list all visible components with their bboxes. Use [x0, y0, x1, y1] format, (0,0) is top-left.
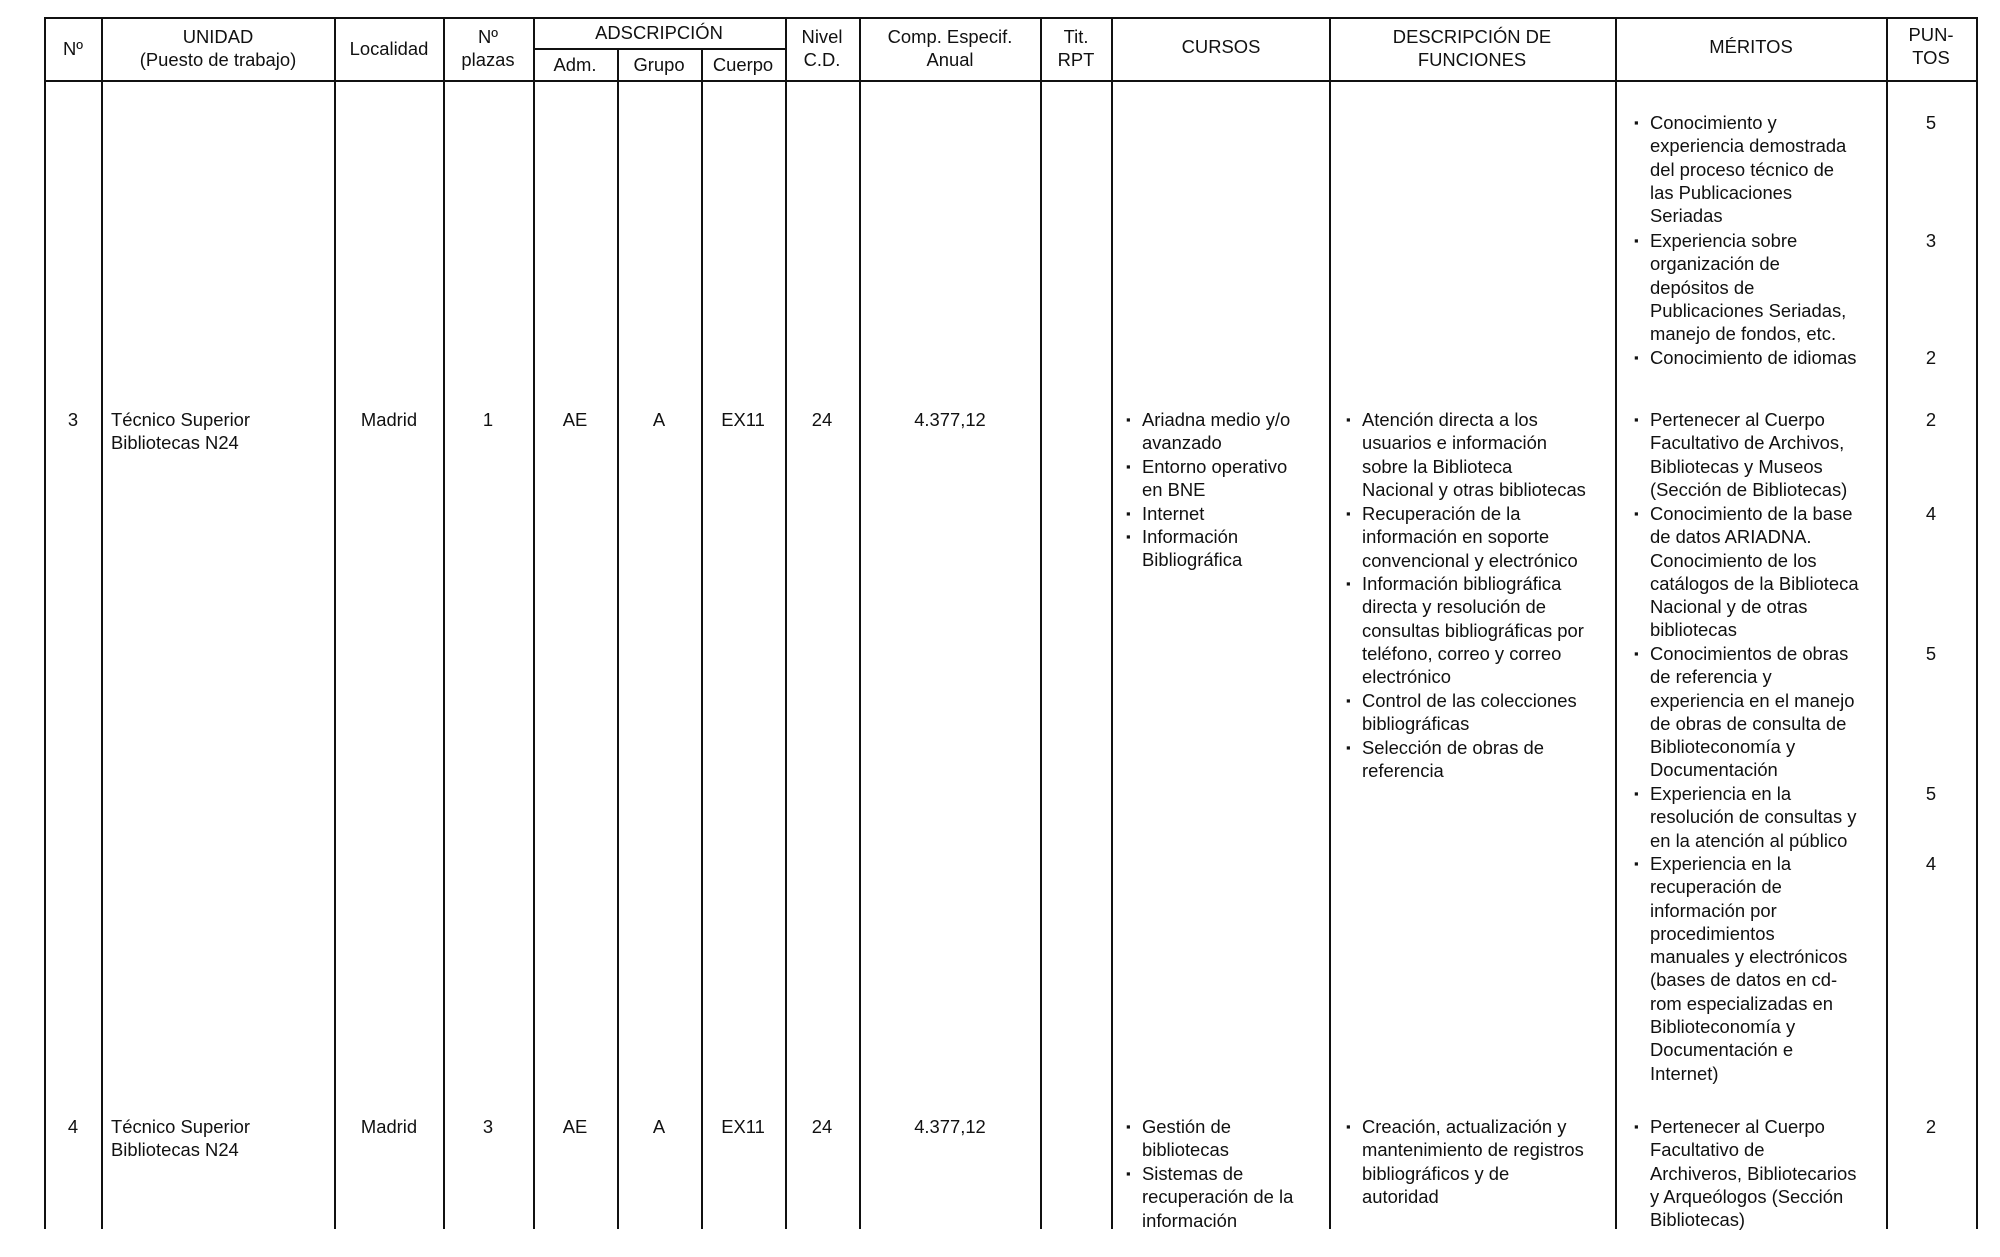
funcion-line: ▪ Creación, actualización y — [1362, 1116, 1567, 1137]
header-descripcion-1: DESCRIPCIÓN DE — [1392, 26, 1552, 47]
funcion-item — [1362, 689, 1577, 736]
header-puesto: (Puesto de trabajo) — [139, 49, 297, 70]
merito-line: manuales y electrónicos — [1650, 946, 1848, 968]
header-tit-1: Tit. — [1063, 26, 1089, 47]
merito-item — [1650, 642, 1854, 782]
col-line — [533, 17, 535, 1229]
row-comp: 4.377,12 — [914, 409, 986, 430]
merito-points: 5 — [1925, 643, 1937, 664]
row-localidad: Madrid — [360, 409, 418, 430]
funcion-item — [1362, 572, 1584, 688]
merito-line: organización de — [1650, 253, 1780, 275]
col-line — [334, 17, 336, 1229]
row-nivel: 24 — [811, 1116, 833, 1137]
merito-item — [1650, 408, 1847, 501]
merito-line: Facultativo de — [1650, 1139, 1765, 1161]
curso-line: información — [1142, 1209, 1238, 1231]
merito-line: Bibliotecas) — [1650, 1209, 1746, 1231]
merito-item — [1650, 229, 1846, 345]
merito-line: procedimientos — [1650, 922, 1775, 944]
curso-line: avanzado — [1142, 432, 1222, 454]
merito-line: de datos ARIADNA. — [1650, 526, 1812, 548]
merito-item — [1650, 782, 1857, 852]
curso-line: ▪ Información — [1142, 526, 1239, 547]
header-puntos-2: TOS — [1912, 47, 1950, 68]
merito-line: ▪ Conocimiento de idiomas — [1650, 347, 1857, 368]
merito-points: 2 — [1925, 409, 1937, 430]
funcion-line: referencia — [1362, 760, 1444, 782]
header-tit-2: RPT — [1057, 49, 1095, 70]
funcion-line: autoridad — [1362, 1185, 1439, 1207]
merito-line: manejo de fondos, etc. — [1650, 323, 1837, 345]
header-nivel-1: Nivel — [801, 26, 843, 47]
merito-line: de obras de consulta de — [1650, 712, 1847, 734]
funcion-line: ▪ Recuperación de la — [1362, 503, 1521, 524]
merito-line: información por — [1650, 899, 1777, 921]
merito-item — [1650, 111, 1846, 227]
col-line — [1329, 17, 1331, 1229]
row-plazas: 1 — [482, 409, 494, 430]
row-unidad — [111, 1115, 250, 1162]
row-adm: AE — [562, 409, 588, 430]
funcion-line: información en soporte — [1362, 526, 1550, 548]
merito-item — [1650, 1115, 1856, 1231]
merito-line: catálogos de la Biblioteca — [1650, 572, 1859, 594]
col-line — [701, 48, 703, 1229]
row-adm: AE — [562, 1116, 588, 1137]
merito-line: Facultativo de Archivos, — [1650, 432, 1845, 454]
row-localidad: Madrid — [360, 1116, 418, 1137]
curso-item — [1142, 455, 1287, 502]
header-localidad: Localidad — [349, 38, 429, 59]
header-nivel-2: C.D. — [803, 49, 841, 70]
merito-line: Publicaciones Seriadas, — [1650, 299, 1847, 321]
merito-line: Documentación e — [1650, 1039, 1794, 1061]
merito-line: rom especializadas en — [1650, 992, 1833, 1014]
merito-line: experiencia demostrada — [1650, 135, 1847, 157]
merito-points: 5 — [1925, 112, 1937, 133]
merito-line: Biblioteconomía y — [1650, 1016, 1796, 1038]
merito-line: Conocimiento de los — [1650, 549, 1817, 571]
row-cuerpo: EX11 — [721, 1116, 765, 1137]
curso-line: ▪ Ariadna medio y/o — [1142, 409, 1291, 430]
funcion-line: ▪ Atención directa a los — [1362, 409, 1538, 430]
funcion-item — [1362, 408, 1586, 501]
merito-line: ▪ Conocimientos de obras — [1650, 643, 1849, 664]
merito-line: Bibliotecas y Museos — [1650, 455, 1823, 477]
funcion-item — [1362, 736, 1544, 783]
curso-line: en BNE — [1142, 479, 1206, 501]
curso-line: recuperación de la — [1142, 1186, 1294, 1208]
funcion-line: ▪ Selección de obras de — [1362, 737, 1544, 758]
merito-points: 4 — [1925, 503, 1937, 524]
header-adscripcion: ADSCRIPCIÓN — [595, 22, 723, 43]
merito-item — [1650, 852, 1847, 1085]
col-line — [1111, 17, 1113, 1229]
merito-line: ▪ Pertenecer al Cuerpo — [1650, 409, 1825, 430]
funcion-line: convencional y electrónico — [1362, 549, 1578, 571]
row-nivel: 24 — [811, 409, 833, 430]
merito-line: ▪ Experiencia en la — [1650, 783, 1792, 804]
row-cuerpo: EX11 — [721, 409, 765, 430]
curso-line: ▪ Internet — [1142, 503, 1205, 524]
row-grupo: A — [652, 409, 666, 430]
curso-item — [1142, 408, 1290, 455]
merito-item — [1650, 346, 1857, 369]
merito-line: Archiveros, Bibliotecarios — [1650, 1162, 1857, 1184]
header-comp-1: Comp. Especif. — [887, 26, 1013, 47]
merito-line: (Sección de Bibliotecas) — [1650, 478, 1848, 500]
merito-line: experiencia en el manejo — [1650, 689, 1855, 711]
merito-line: ▪ Pertenecer al Cuerpo — [1650, 1116, 1825, 1137]
merito-line: Nacional y de otras — [1650, 596, 1808, 618]
merito-line: Documentación — [1650, 759, 1778, 781]
merito-line: en la atención al público — [1650, 829, 1848, 851]
row-no: 4 — [67, 1116, 79, 1137]
header-cuerpo: Cuerpo — [712, 54, 774, 75]
col-line — [785, 17, 787, 1229]
merito-line: recuperación de — [1650, 876, 1782, 898]
funcion-line: consultas bibliográficas por — [1362, 619, 1584, 641]
funcion-line: Nacional y otras bibliotecas — [1362, 478, 1586, 500]
col-line — [1615, 17, 1617, 1229]
merito-line: depósitos de — [1650, 276, 1755, 298]
funcion-line: sobre la Biblioteca — [1362, 455, 1513, 477]
merito-line: Biblioteconomía y — [1650, 736, 1796, 758]
curso-line: ▪ Sistemas de — [1142, 1163, 1244, 1184]
header-cursos: CURSOS — [1181, 36, 1261, 57]
merito-points: 2 — [1925, 1116, 1937, 1137]
merito-points: 3 — [1925, 230, 1937, 251]
curso-line: ▪ Entorno operativo — [1142, 456, 1288, 477]
curso-line: ▪ Gestión de — [1142, 1116, 1231, 1137]
header-plazas-2: plazas — [461, 49, 515, 70]
header-unidad: UNIDAD — [182, 26, 254, 47]
merito-points: 2 — [1925, 347, 1937, 368]
col-line — [1040, 17, 1042, 1229]
merito-line: y Arqueólogos (Sección — [1650, 1185, 1844, 1207]
unidad-line: Técnico Superior — [111, 409, 251, 430]
col-line — [1886, 17, 1888, 1229]
merito-line: de referencia y — [1650, 666, 1772, 688]
curso-line: bibliotecas — [1142, 1139, 1229, 1161]
funcion-line: bibliográficas — [1362, 713, 1470, 735]
merito-line: (bases de datos en cd- — [1650, 969, 1838, 991]
funcion-line: mantenimiento de registros — [1362, 1139, 1584, 1161]
curso-item — [1142, 502, 1204, 525]
header-puntos-1: PUN- — [1908, 24, 1954, 45]
funcion-line: directa y resolución de — [1362, 596, 1547, 618]
adscripcion-divider — [533, 48, 785, 50]
funcion-line: usuarios e información — [1362, 432, 1548, 454]
row-plazas: 3 — [482, 1116, 494, 1137]
col-line — [859, 17, 861, 1229]
funcion-line: electrónico — [1362, 666, 1451, 688]
funcion-line: ▪ Control de las colecciones — [1362, 690, 1577, 711]
merito-line: bibliotecas — [1650, 619, 1737, 641]
row-unidad — [111, 408, 250, 455]
unidad-line: Técnico Superior — [111, 1116, 251, 1137]
funcion-item — [1362, 502, 1578, 572]
merito-line: las Publicaciones — [1650, 181, 1793, 203]
header-grupo: Grupo — [633, 54, 685, 75]
funcion-line: ▪ Información bibliográfica — [1362, 573, 1562, 594]
header-meritos: MÉRITOS — [1709, 36, 1793, 57]
header-plazas-1: Nº — [478, 26, 498, 47]
merito-points: 5 — [1925, 783, 1937, 804]
col-line — [101, 17, 103, 1229]
merito-line: Internet) — [1650, 1062, 1719, 1084]
row-comp: 4.377,12 — [914, 1116, 986, 1137]
row-grupo: A — [652, 1116, 666, 1137]
curso-item — [1142, 1115, 1231, 1162]
merito-line: del proceso técnico de — [1650, 158, 1835, 180]
curso-item — [1142, 1162, 1293, 1232]
col-line — [1976, 17, 1978, 1229]
row-no: 3 — [67, 409, 79, 430]
curso-item — [1142, 525, 1242, 572]
header-no: Nº — [63, 38, 83, 59]
curso-line: Bibliográfica — [1142, 549, 1243, 571]
merito-line: Seriadas — [1650, 205, 1723, 227]
merito-line: ▪ Conocimiento de la base — [1650, 503, 1853, 524]
funcion-item — [1362, 1115, 1584, 1208]
col-line — [617, 48, 619, 1229]
merito-line: ▪ Conocimiento y — [1650, 112, 1777, 133]
merito-line: ▪ Experiencia sobre — [1650, 230, 1798, 251]
funcion-line: teléfono, correo y correo — [1362, 642, 1562, 664]
merito-item — [1650, 502, 1859, 642]
header-adm: Adm. — [553, 54, 597, 75]
merito-points: 4 — [1925, 853, 1937, 874]
col-line — [443, 17, 445, 1229]
merito-line: ▪ Experiencia en la — [1650, 853, 1792, 874]
merito-line: resolución de consultas y — [1650, 806, 1857, 828]
unidad-line: Bibliotecas N24 — [111, 1139, 239, 1161]
funcion-line: bibliográficos y de — [1362, 1162, 1510, 1184]
header-descripcion-2: FUNCIONES — [1417, 49, 1527, 70]
unidad-line: Bibliotecas N24 — [111, 432, 239, 454]
header-comp-2: Anual — [926, 49, 974, 70]
col-line — [44, 17, 46, 1229]
